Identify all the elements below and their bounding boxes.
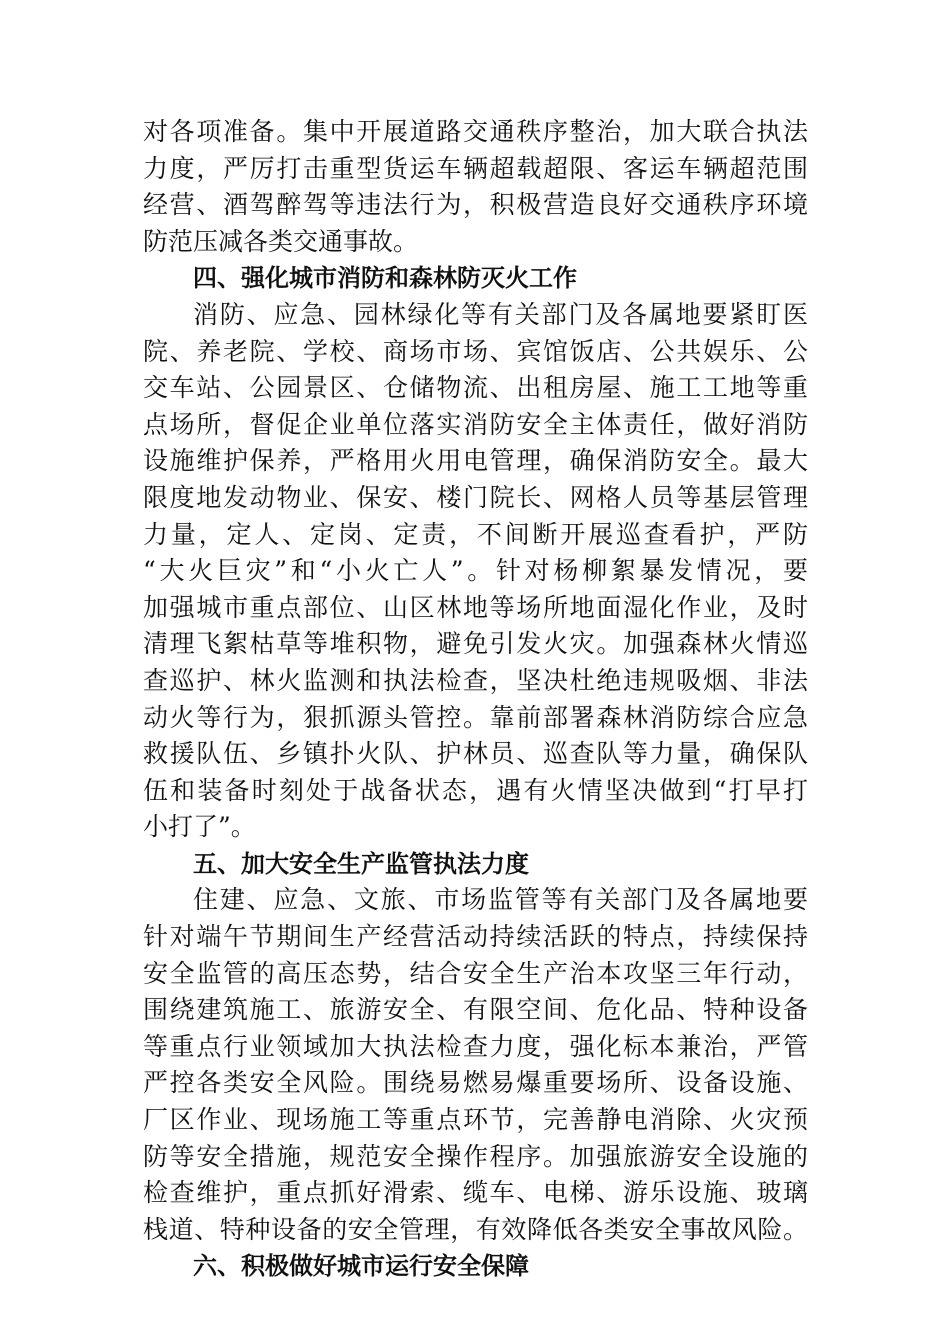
paragraph-fire-prevention — [143, 297, 808, 846]
text-line: 小打了”。 — [143, 812, 256, 842]
text-line: 厂区作业、现场施工等重点环节，完善静电消除、火灾预 — [143, 1105, 808, 1135]
text-line: 经营、酒驾醉驾等违法行为，积极营造良好交通秩序环境 — [143, 190, 808, 220]
text-line: 等重点行业领域加大执法检查力度，强化标本兼治，严管 — [143, 1031, 808, 1061]
text-line: 栈道、特种设备的安全管理，有效降低各类安全事故风险。 — [143, 1214, 808, 1244]
text-line: 针对端午节期间生产经营活动持续活跃的特点，持续保持 — [143, 922, 808, 952]
text-line: “大火巨灾”和“小火亡人”。针对杨柳絮暴发情况，要 — [143, 556, 808, 586]
section-heading-safety-supervision: 五、加大安全生产监管执法力度 — [193, 849, 529, 878]
text-line: 检查维护，重点抓好滑索、缆车、电梯、游乐设施、玻璃 — [143, 1178, 808, 1208]
text-line: 救援队伍、乡镇扑火队、护林员、巡查队等力量，确保队 — [143, 739, 808, 769]
text-line: 消防、应急、园林绿化等有关部门及各属地要紧盯医 — [193, 299, 808, 329]
text-line: 安全监管的高压态势，结合安全生产治本攻坚三年行动， — [143, 958, 808, 988]
text-line: 限度地发动物业、保安、楼门院长、网格人员等基层管理 — [143, 482, 808, 512]
text-line: 动火等行为，狠抓源头管控。靠前部署森林消防综合应急 — [143, 702, 808, 732]
text-line: 设施维护保养，严格用火用电管理，确保消防安全。最大 — [143, 446, 808, 476]
paragraph-safety-supervision — [143, 882, 808, 1248]
document-page — [143, 114, 808, 1285]
text-line: 防等安全措施，规范安全操作程序。加强旅游安全设施的 — [143, 1141, 808, 1171]
text-line: 伍和装备时刻处于战备状态，遇有火情坚决做到“打早打 — [143, 775, 808, 805]
paragraph-traffic-continuation — [143, 114, 808, 260]
text-line: 对各项准备。集中开展道路交通秩序整治，加大联合执法 — [143, 117, 808, 146]
text-line: 交车站、公园景区、仓储物流、出租房屋、施工工地等重 — [143, 373, 808, 403]
text-line: 围绕建筑施工、旅游安全、有限空间、危化品、特种设备 — [143, 995, 808, 1025]
text-line: 点场所，督促企业单位落实消防安全主体责任，做好消防 — [143, 409, 808, 439]
text-line: 查巡护、林火监测和执法检查，坚决杜绝违规吸烟、非法 — [143, 665, 808, 695]
text-line: 防范压减各类交通事故。 — [143, 226, 419, 256]
text-line: 力度，严厉打击重型货运车辆超载超限、客运车辆超范围 — [143, 153, 808, 183]
text-line: 加强城市重点部位、山区林地等场所地面湿化作业，及时 — [143, 592, 808, 622]
text-line: 院、养老院、学校、商场市场、宾馆饭店、公共娱乐、公 — [143, 336, 808, 366]
text-line: 清理飞絮枯草等堆积物，避免引发火灾。加强森林火情巡 — [143, 629, 808, 659]
text-line: 力量，定人、定岗、定责，不间断开展巡查看护，严防 — [143, 519, 808, 549]
text-line: 严控各类安全风险。围绕易燃易爆重要场所、设备设施、 — [143, 1068, 808, 1098]
section-heading-city-operation: 六、积极做好城市运行安全保障 — [193, 1252, 529, 1281]
section-heading-fire-prevention: 四、强化城市消防和森林防灭火工作 — [193, 264, 577, 293]
text-line: 住建、应急、文旅、市场监管等有关部门及各属地要 — [193, 885, 808, 915]
